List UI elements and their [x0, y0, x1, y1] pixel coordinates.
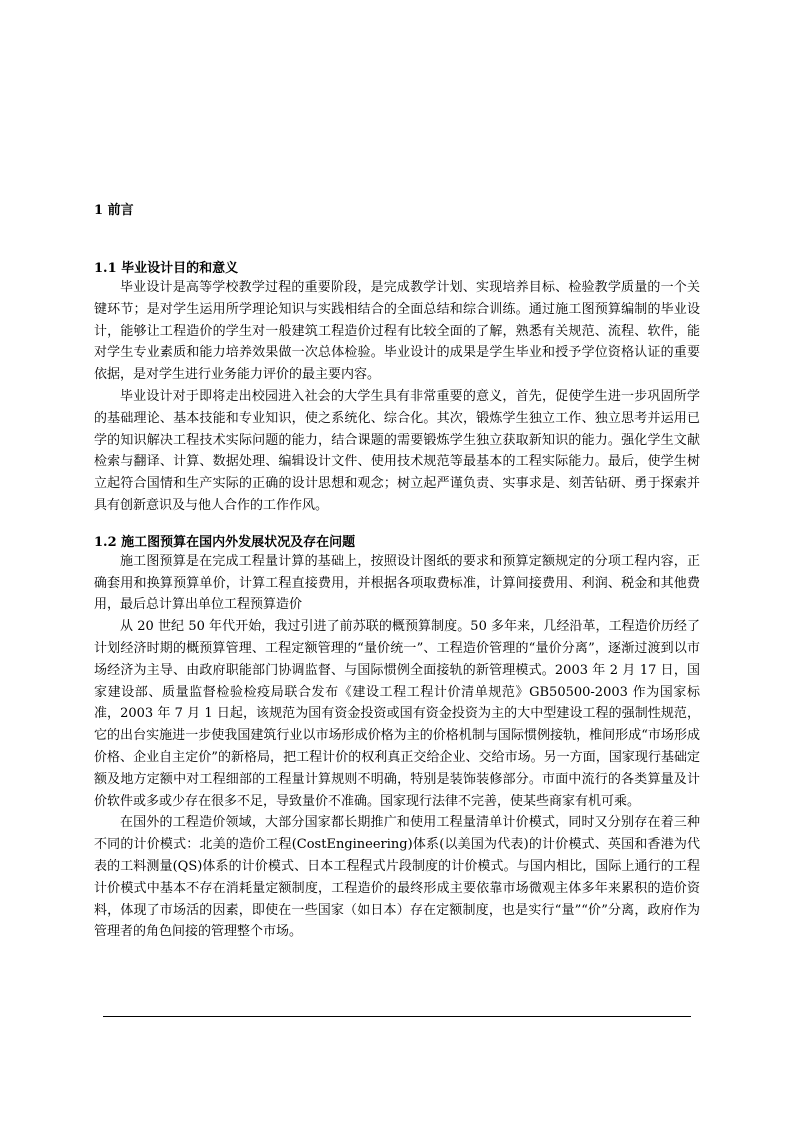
document-body: [94, 203, 700, 943]
paragraph: 在国外的工程造价领域，大部分国家都长期推广和使用工程量清单计价模式，同时又分别存在着三种不同的计价模式：北美的造价工程(CostEngineering)体系(以美国为代表)的计价模式、英国和香港为代表的工料测量(QS)体系的计价模式、日本工程程式片段制度的计价模式。与国内相比，国际上通行的工程计价模式中基本不存在消耗量定额制度，工程造价的最终形成主要依靠市场微观主体多年来累积的造价资料，体现了市场活的因素，即使在一些国家（如日本）存在定额制度，也是实行“量”“价”分离，政府作为管理者的角色间接的管理整个市场。: [94, 815, 700, 940]
section-heading-1-1: 1.1 毕业设计目的和意义: [94, 261, 239, 276]
paragraph: 毕业设计是高等学校教学过程的重要阶段，是完成教学计划、实现培养目标、检验教学质量的一个关键环节；是对学生运用所学理论知识与实践相结合的全面总结和综合训练。通过施工图预算编制的毕业设计，能够让工程造价的学生对一般建筑工程造价过程有比较全面的了解，熟悉有关规范、流程、软件，能对学生专业素质和能力培养效果做一次总体检验。毕业设计的成果是学生毕业和授予学位资格认证的重要依据，是对学生进行业务能力评价的最主要内容。: [94, 280, 700, 383]
paragraph: 毕业设计对于即将走出校园进入社会的大学生具有非常重要的意义，首先，促使学生进一步巩固所学的基础理论、基本技能和专业知识，使之系统化、综合化。其次，锻炼学生独立工作、独立思考并运用已学的知识解决工程技术实际问题的能力，结合课题的需要锻炼学生独立获取新知识的能力。强化学生文献检索与翻译、计算、数据处理、编辑设计文件、使用技术规范等最基本的工程实际能力。最后，使学生树立起符合国情和生产实际的正确的设计思想和观念；树立起严谨负责、实事求是、刻苦钻研、勇于探索并具有创新意识及与他人合作的工作作风。: [94, 388, 700, 513]
chapter-title: 1 前言: [94, 203, 134, 218]
footer-divider: [103, 1016, 691, 1017]
paragraph: 从 20 世纪 50 年代开始，我过引进了前苏联的概预算制度。50 多年来，几经沿革，工程造价历经了计划经济时期的概预算管理、工程定额管理的“量价统一”、工程造价管理的“量价分离”，逐渐过渡到以市场经济为主导、由政府职能部门协调监督、与国际惯例全面接轨的新管理模式。2003 年 2 月 17 日，国家建设部、质量监督检验检疫局联合发布《建设工程工程计价清单规范》GB50500-2003 作为国家标准，2003 年 7 月 1 日起，该规范为国有资金投资或国有资金投资为主的大中型建设工程的强制性规范，它的出台实施进一步使我国建筑行业以市场形成价格为主的价格机制与国际惯例接轨，椎间形成“市场形成价格、企业自主定价”的新格局，把工程计价的权利真正交给企业、交给市场。另一方面，国家现行基础定额及地方定额中对工程细部的工程量计算规则不明确，特别是装饰装修部分。市面中流行的各类算量及计价软件或多或少存在很多不足，导致量价不准确。国家现行法律不完善，使某些商家有机可乘。: [94, 619, 700, 809]
paragraph: 施工图预算是在完成工程量计算的基础上，按照设计图纸的要求和预算定额规定的分项工程内容，正确套用和换算预算单价，计算工程直接费用，并根据各项取费标准，计算间接费用、利润、税金和其他费用，最后总计算出单位工程预算造价: [94, 553, 700, 613]
section-heading-1-2: 1.2 施工图预算在国内外发展状况及存在问题: [94, 534, 356, 550]
